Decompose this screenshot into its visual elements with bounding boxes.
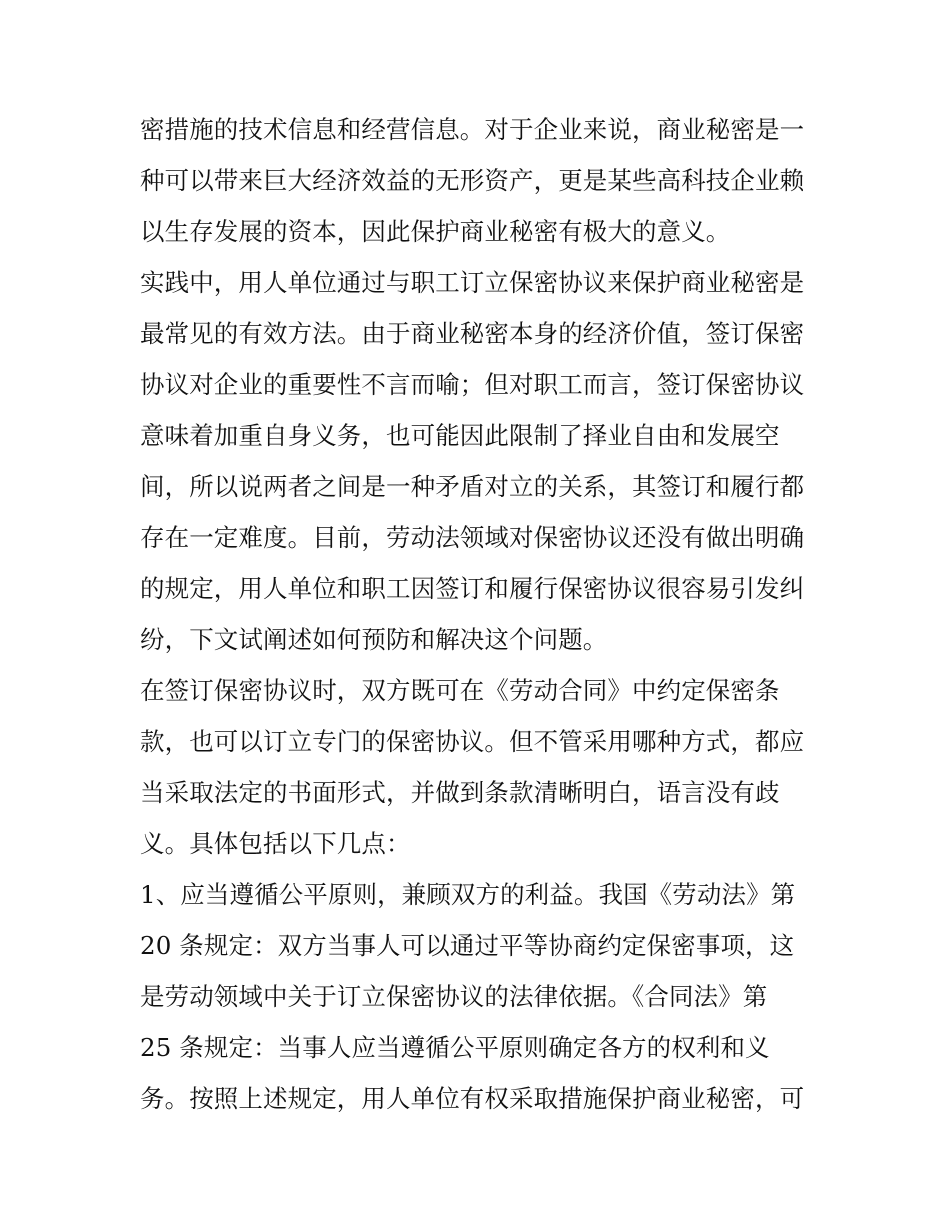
text-line: 的规定，用人单位和职工因签订和履行保密协议很容易引发纠 <box>140 574 805 603</box>
text-line: 意味着加重自身义务，也可能因此限制了择业自由和发展空 <box>140 421 780 450</box>
text-line: 当采取法定的书面形式，并做到条款清晰明白，语言没有歧 <box>140 778 780 807</box>
text-line: 以生存发展的资本，因此保护商业秘密有极大的意义。 <box>140 217 731 246</box>
text-line: 实践中，用人单位通过与职工订立保密协议来保护商业秘密是 <box>140 268 805 297</box>
text-line: 存在一定难度。目前，劳动法领域对保密协议还没有做出明确 <box>140 523 805 552</box>
text-line: 协议对企业的重要性不言而喻；但对职工而言，签订保密协议 <box>140 370 805 399</box>
text-line: 密措施的技术信息和经营信息。对于企业来说，商业秘密是一 <box>140 115 805 144</box>
text-line: 务。按照上述规定，用人单位有权采取措施保护商业秘密，可 <box>140 1084 805 1113</box>
text-line: 25 条规定：当事人应当遵循公平原则确定各方的权利和义 <box>140 1033 770 1062</box>
text-line: 义。具体包括以下几点： <box>140 829 411 858</box>
text-line: 种可以带来巨大经济效益的无形资产，更是某些高科技企业赖 <box>140 166 805 195</box>
text-line: 款，也可以订立专门的保密协议。但不管采用哪种方式，都应 <box>140 727 805 756</box>
text-line: 20 条规定：双方当事人可以通过平等协商约定保密事项，这 <box>140 931 795 960</box>
text-line: 是劳动领域中关于订立保密协议的法律依据。《合同法》第 <box>140 982 768 1011</box>
text-line: 1、应当遵循公平原则，兼顾双方的利益。我国《劳动法》第 <box>140 880 796 909</box>
text-line: 纷，下文试阐述如何预防和解决这个问题。 <box>140 625 608 654</box>
text-line: 在签订保密协议时，双方既可在《劳动合同》中约定保密条 <box>140 676 780 705</box>
text-line: 间，所以说两者之间是一种矛盾对立的关系，其签订和履行都 <box>140 472 805 501</box>
text-line: 最常见的有效方法。由于商业秘密本身的经济价值，签订保密 <box>140 319 805 348</box>
document-page <box>140 104 820 1124</box>
